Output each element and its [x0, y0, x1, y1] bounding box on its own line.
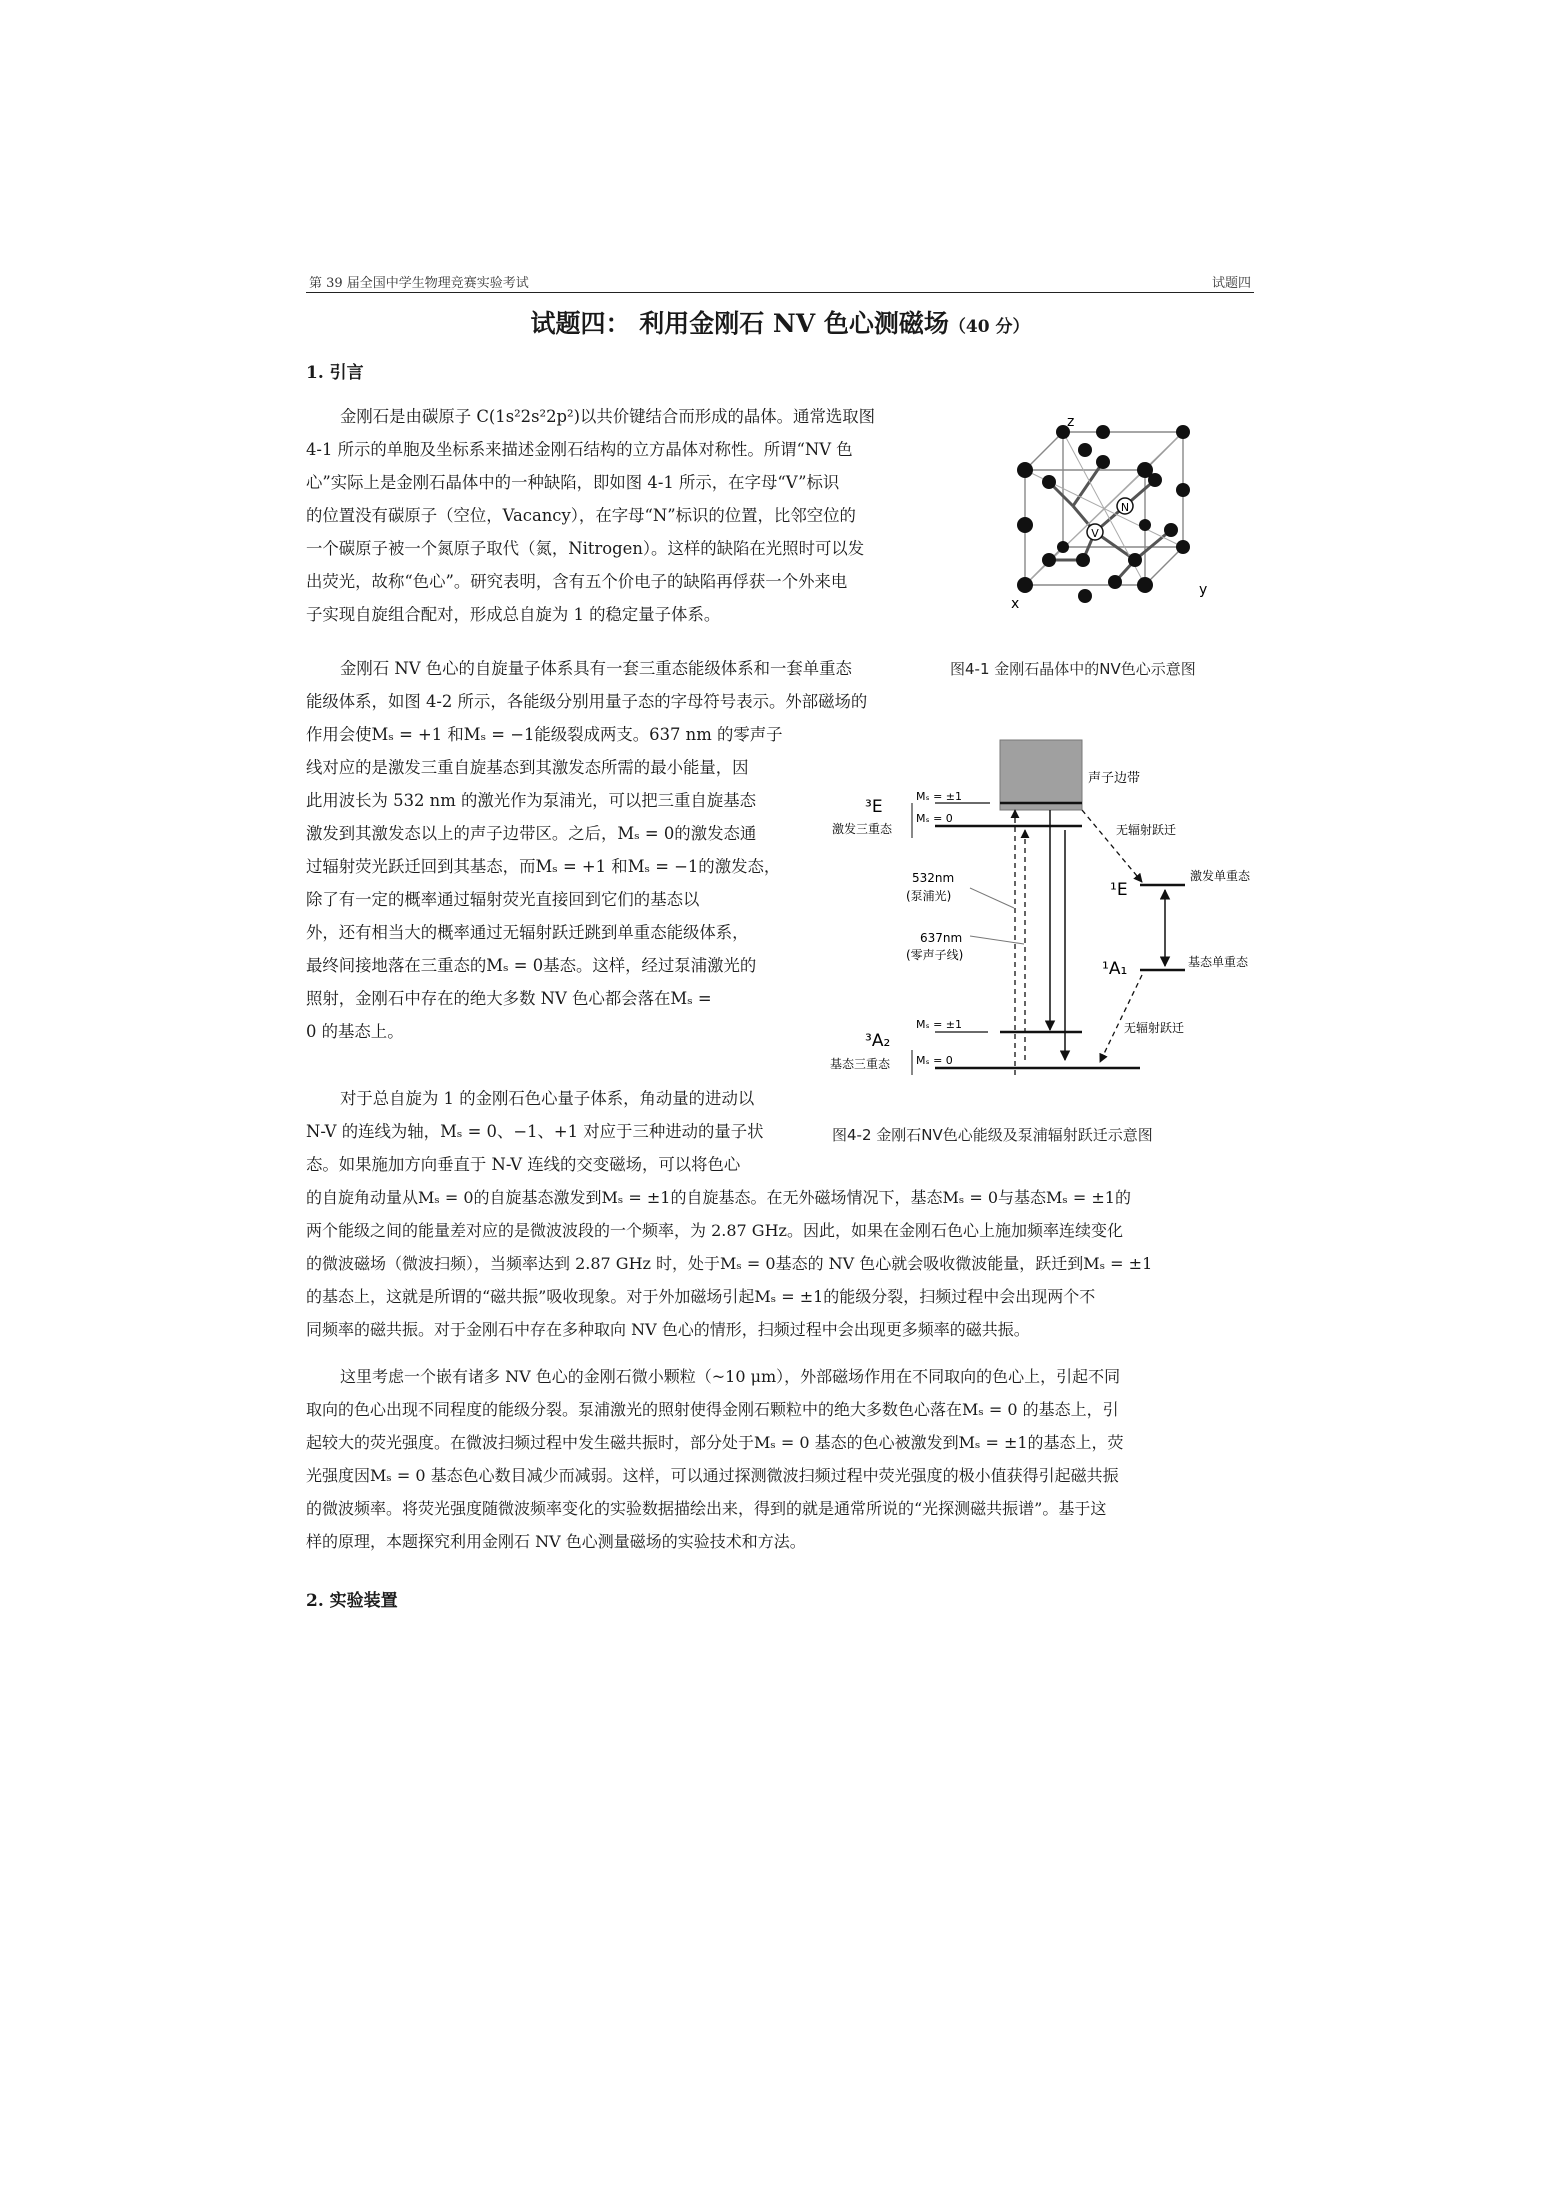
- label-1a1: ¹A₁: [1102, 959, 1128, 979]
- carbon-atom: [1137, 577, 1153, 593]
- carbon-atom: [1164, 523, 1178, 537]
- text-line: 光强度因Mₛ = 0 基态色心数目减少而减弱。这样，可以通过探测微波扫频过程中荧光强度的极小值获得引起磁共振: [306, 1466, 1119, 1485]
- text-line: 的位置没有碳原子（空位，Vacancy），在字母“N”标识的位置，比邻空位的: [306, 506, 856, 525]
- paragraph-3-body: [306, 1181, 1254, 1346]
- text-line: 线对应的是激发三重自旋基态到其激发态所需的最小能量，因: [306, 758, 749, 777]
- carbon-atom: [1078, 443, 1092, 457]
- text-line: 照射，金刚石中存在的绝大多数 NV 色心都会落在Mₛ =: [306, 989, 712, 1008]
- carbon-atom: [1176, 425, 1190, 439]
- label-ground-0: Mₛ = 0: [916, 1054, 953, 1067]
- label-excited-triplet: 激发三重态: [832, 822, 893, 836]
- text-line: 作用会使Mₛ = +1 和Mₛ = −1能级裂成两支。637 nm 的零声子: [306, 725, 783, 744]
- paragraph-1: [306, 400, 926, 631]
- text-line: 心”实际上是金刚石晶体中的一种缺陷，即如图 4-1 所示，在字母“V”标识: [306, 473, 840, 492]
- text-line: 取向的色心出现不同程度的能级分裂。泵浦激光的照射使得金刚石颗粒中的绝大多数色心落在Mₛ = 0 的基态上，引: [306, 1400, 1119, 1419]
- text-line: 的自旋角动量从Mₛ = 0的自旋基态激发到Mₛ = ±1的自旋基态。在无外磁场情况下，基态Mₛ = 0与基态Mₛ = ±1的: [306, 1188, 1131, 1207]
- label-nonrad-1: 无辐射跃迁: [1116, 823, 1177, 837]
- carbon-atom: [1017, 517, 1033, 533]
- label-3a2: ³A₂: [865, 1031, 891, 1051]
- text-line: 激发到其激发态以上的声子边带区。之后，Mₛ = 0的激发态通: [306, 824, 757, 843]
- label-nonrad-2: 无辐射跃迁: [1124, 1021, 1185, 1035]
- title-points: （40 分）: [948, 317, 1030, 337]
- text-line: 此用波长为 532 nm 的激光作为泵浦光，可以把三重自旋基态: [306, 791, 756, 810]
- label-excited-pm1: Mₛ = ±1: [916, 790, 963, 803]
- carbon-atom: [1139, 519, 1151, 531]
- carbon-atom: [1176, 483, 1190, 497]
- text-line: 过辐射荧光跃迁回到其基态，而Mₛ = +1 和Mₛ = −1的激发态，: [306, 857, 781, 876]
- label-zpl: (零声子线): [906, 948, 964, 962]
- text-line: 两个能级之间的能量差对应的是微波波段的一个频率，为 2.87 GHz。因此，如果在金刚石色心上施加频率连续变化: [306, 1221, 1123, 1240]
- text-line: 这里考虑一个嵌有诸多 NV 色心的金刚石微小颗粒（~10 μm），外部磁场作用在不同取向的色心上，引起不同: [340, 1367, 1121, 1386]
- figure-energy-levels: [820, 730, 1250, 1110]
- running-header-left: 第 39 届全国中学生物理竞赛实验考试: [309, 276, 529, 291]
- text-line: 一个碳原子被一个氮原子取代（氮，Nitrogen）。这样的缺陷在光照时可以发: [306, 539, 865, 558]
- label-3e: ³E: [865, 797, 883, 817]
- section-heading-intro: 1. 引言: [306, 363, 364, 383]
- text-line: N-V 的连线为轴，Mₛ = 0、−1、+1 对应于三种进动的量子状: [306, 1122, 764, 1141]
- carbon-atom: [1096, 425, 1110, 439]
- nonradiative-arrow-1: [1082, 810, 1142, 882]
- carbon-atom: [1042, 475, 1056, 489]
- label-singlet-ground: 基态单重态: [1188, 955, 1249, 969]
- label-ground-triplet: 基态三重态: [830, 1057, 891, 1071]
- axis-x-label: x: [1011, 596, 1020, 612]
- paragraph-3-top: [306, 1082, 806, 1181]
- text-line: 金刚石 NV 色心的自旋量子体系具有一套三重态能级体系和一套单重态: [340, 659, 852, 678]
- label-n: N: [1120, 501, 1130, 514]
- text-line: 金刚石是由碳原子 C(1s²2s²2p²)以共价键结合而形成的晶体。通常选取图: [340, 407, 876, 426]
- label-pump: (泵浦光): [906, 889, 952, 903]
- label-637nm: 637nm: [920, 931, 963, 945]
- label-v: V: [1091, 527, 1099, 540]
- text-line: 的微波频率。将荧光强度随微波频率变化的实验数据描绘出来，得到的就是通常所说的“光探测磁共振谱”。基于这: [306, 1499, 1107, 1518]
- label-phonon-band: 声子边带: [1088, 771, 1141, 786]
- paragraph-4: [306, 1360, 1254, 1558]
- label-1e: ¹E: [1110, 880, 1128, 900]
- text-line: 外，还有相当大的概率通过无辐射跃迁跳到单重态能级体系，: [306, 923, 749, 942]
- text-line: 起较大的荧光强度。在微波扫频过程中发生磁共振时，部分处于Mₛ = 0 基态的色心被激发到Mₛ = ±1的基态上，荧: [306, 1433, 1124, 1452]
- page-title: [306, 304, 1254, 340]
- label-532nm: 532nm: [912, 871, 955, 885]
- text-line: 样的原理，本题探究利用金刚石 NV 色心测量磁场的实验技术和方法。: [306, 1532, 806, 1551]
- carbon-atom: [1128, 553, 1142, 567]
- text-line: 最终间接地落在三重态的Mₛ = 0基态。这样，经过泵浦激光的: [306, 956, 757, 975]
- figure1-caption: 图4-1 金刚石晶体中的NV色心示意图: [950, 660, 1196, 678]
- carbon-atom: [1096, 455, 1110, 469]
- running-header-right: 试题四: [1212, 276, 1252, 291]
- text-line: 子实现自旋组合配对，形成总自旋为 1 的稳定量子体系。: [306, 605, 721, 624]
- paragraph-2-top: [306, 652, 926, 718]
- carbon-atom: [1042, 553, 1056, 567]
- section-heading-setup: 2. 实验装置: [306, 1591, 398, 1611]
- label-singlet-excited: 激发单重态: [1190, 869, 1250, 883]
- header-rule: [306, 292, 1254, 293]
- figure2-caption: 图4-2 金刚石NV色心能级及泵浦辐射跃迁示意图: [832, 1126, 1153, 1144]
- carbon-atom: [1078, 589, 1092, 603]
- text-line: 对于总自旋为 1 的金刚石色心量子体系，角动量的进动以: [340, 1089, 755, 1108]
- axis-z-label: z: [1067, 414, 1075, 430]
- label-ground-pm1: Mₛ = ±1: [916, 1018, 963, 1031]
- text-line: 态。如果施加方向垂直于 N-V 连线的交变磁场，可以将色心: [306, 1155, 741, 1174]
- text-line: 4-1 所示的单胞及坐标系来描述金刚石结构的立方晶体对称性。所谓“NV 色: [306, 440, 853, 459]
- label-excited-0: Mₛ = 0: [916, 812, 953, 825]
- phonon-sideband-box: [1000, 740, 1082, 810]
- text-line: 0 的基态上。: [306, 1022, 404, 1041]
- text-line: 能级体系，如图 4-2 所示，各能级分别用量子态的字母符号表示。外部磁场的: [306, 692, 868, 711]
- paragraph-2-body: [306, 718, 806, 1048]
- axis-y-label: y: [1199, 582, 1208, 598]
- carbon-atom: [1176, 540, 1190, 554]
- nonradiative-arrow-2: [1100, 975, 1142, 1062]
- text-line: 的微波磁场（微波扫频），当频率达到 2.87 GHz 时，处于Mₛ = 0基态的 NV 色心就会吸收微波能量，跃迁到Mₛ = ±1: [306, 1254, 1153, 1273]
- title-main: 试题四： 利用金刚石 NV 色心测磁场: [530, 309, 949, 338]
- carbon-atom: [1017, 577, 1033, 593]
- carbon-atom: [1017, 462, 1033, 478]
- text-line: 出荧光，故称“色心”。研究表明，含有五个价电子的缺陷再俘获一个外来电: [306, 572, 848, 591]
- text-line: 的基态上，这就是所谓的“磁共振”吸收现象。对于外加磁场引起Mₛ = ±1的能级分裂，扫频过程中会出现两个不: [306, 1287, 1096, 1306]
- carbon-atom: [1076, 553, 1090, 567]
- carbon-atom: [1057, 541, 1069, 553]
- text-line: 除了有一定的概率通过辐射荧光直接回到它们的基态以: [306, 890, 700, 909]
- text-line: 同频率的磁共振。对于金刚石中存在多种取向 NV 色心的情形，扫频过程中会出现更多频率的磁共振。: [306, 1320, 1030, 1339]
- carbon-atom: [1108, 575, 1122, 589]
- carbon-atom: [1148, 473, 1162, 487]
- figure-diamond-crystal: [985, 410, 1235, 640]
